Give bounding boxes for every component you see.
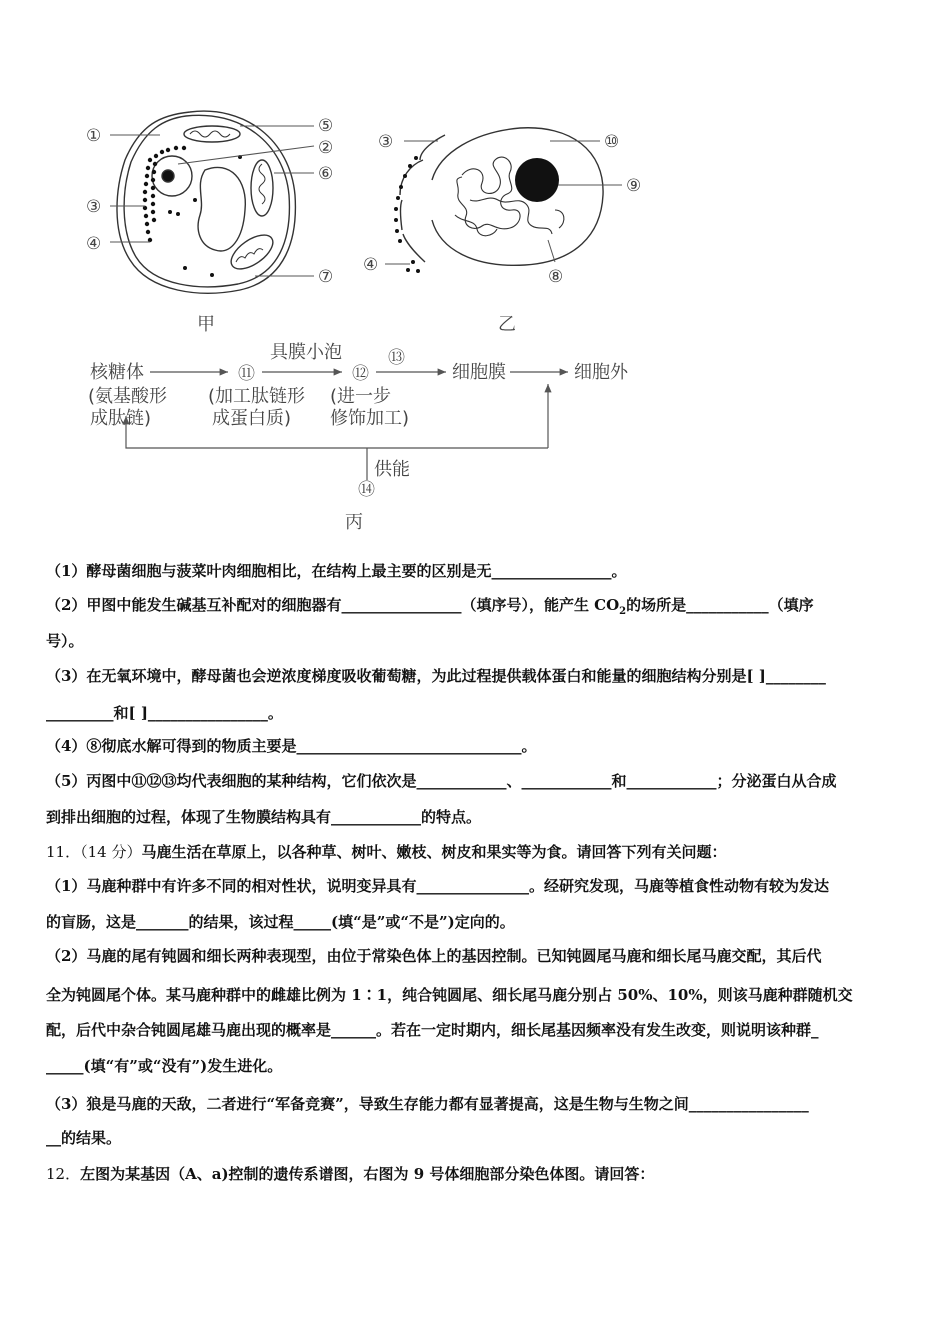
caption-bing: 丙 xyxy=(345,512,363,533)
question-10-5-cont: 到排出细胞的过程，体现了生物膜结构具有____________的特点。 xyxy=(46,808,482,826)
callout-c10: ⑩ xyxy=(604,132,620,152)
flow-ribosome: 核糖体 xyxy=(90,362,144,383)
callout-c3: ③ xyxy=(86,197,102,217)
flow-membrane: 细胞膜 xyxy=(452,362,506,383)
callout-c13: ⑬ xyxy=(388,348,405,368)
callout-c4: ④ xyxy=(363,255,379,275)
callout-c6: ⑥ xyxy=(318,164,334,184)
flow-ribosome-note-1: (氨基酸形 xyxy=(88,386,168,407)
question-10-2-cont: 号）。 xyxy=(46,632,84,650)
flow-node12-note-1: (进一步 xyxy=(330,386,392,407)
caption-yi: 乙 xyxy=(498,314,516,335)
callout-c8: ⑧ xyxy=(548,267,564,287)
flow-energy: 供能 xyxy=(374,459,410,480)
question-11-2-cont-2: 配，后代中杂合钝圆尾雄马鹿出现的概率是______。若在一定时期内，细长尾基因频率没有发生改变，则说明该种群_ xyxy=(46,1021,819,1039)
cell-yi-diagram xyxy=(400,128,603,266)
question-11-3: （3）狼是马鹿的天敌，二者进行“军备竞赛”，导致生存能力都有显著提高，这是生物与生物之间________________ xyxy=(46,1095,809,1113)
question-11-stem: 11．（14 分）马鹿生活在草原上，以各种草、树叶、嫩枝、树皮和果实等为食。请回答下列有关问题： xyxy=(46,843,727,861)
cell-jia-diagram xyxy=(117,111,295,293)
cell-figure xyxy=(0,0,950,545)
flow-diagram-bing xyxy=(88,342,629,533)
question-11-2: （2）马鹿的尾有钝圆和细长两种表现型，由位于常染色体上的基因控制。已知钝圆尾马鹿和细长尾马鹿交配，其后代 xyxy=(46,947,822,965)
callout-c5: ⑤ xyxy=(318,116,334,136)
callout-c1: ① xyxy=(86,126,102,146)
flow-ribosome-note-2: 成肽链) xyxy=(90,408,152,429)
question-11-2-cont-3: _____(填“有”或“没有”)发生进化。 xyxy=(46,1057,283,1075)
question-10-5: （5）丙图中⑪⑫⑬均代表细胞的某种结构，它们依次是____________、____________和____________；分泌蛋白从合成 xyxy=(46,772,837,790)
flow-vesicle: 具膜小泡 xyxy=(270,342,342,363)
question-10-3-cont: _________和[ ]________________。 xyxy=(46,704,283,722)
question-11-1: （1）马鹿种群中有许多不同的相对性状，说明变异具有_______________。经研究发现，马鹿等植食性动物有较为发达 xyxy=(46,877,829,895)
question-11-1-cont: 的盲肠，这是_______的结果，该过程_____(填“是”或“不是”)定向的。 xyxy=(46,913,515,931)
question-10-1: （1）酵母菌细胞与菠菜叶肉细胞相比，在结构上最主要的区别是无________________。 xyxy=(46,562,627,580)
flow-outside: 细胞外 xyxy=(574,362,628,383)
callout-c4: ④ xyxy=(86,234,102,254)
question-10-2: （2）甲图中能发生碱基互补配对的细胞器有________________（填序号），能产生 $CO_2$的场所是___________（填序 xyxy=(46,596,814,617)
caption-jia: 甲 xyxy=(197,314,215,335)
flow-node12-note-2: 修饰加工) xyxy=(330,408,410,429)
question-10-4: （4）⑧彻底水解可得到的物质主要是______________________________。 xyxy=(46,737,537,755)
rough-er-ribosomes xyxy=(143,146,242,277)
callout-c14: ⑭ xyxy=(358,480,375,500)
callout-c3: ③ xyxy=(378,132,394,152)
jia-leader-lines xyxy=(110,126,314,276)
question-11-3-cont: __的结果。 xyxy=(46,1129,122,1147)
flow-node11-note-2: 成蛋白质) xyxy=(212,408,292,429)
callout-c12: ⑫ xyxy=(352,364,369,384)
callout-c7: ⑦ xyxy=(318,267,334,287)
question-12-stem: 12．左图为某基因（A、a)控制的遗传系谱图，右图为 9 号体细胞部分染色体图。请回答： xyxy=(46,1165,655,1183)
question-10-3: （3）在无氧环境中，酵母菌也会逆浓度梯度吸收葡萄糖，为此过程提供载体蛋白和能量的细胞结构分别是[ ]________ xyxy=(46,667,826,685)
nucleolus xyxy=(515,158,559,202)
flow-node11-note-1: (加工肽链形 xyxy=(208,386,306,407)
question-11-2-cont-1: 全为钝圆尾个体。某马鹿种群中的雌雄比例为 1∶1，纯合钝圆尾、细长尾马鹿分别占 50%、10%，则该马鹿种群随机交 xyxy=(46,986,853,1004)
callout-c9: ⑨ xyxy=(626,176,642,196)
callout-c2: ② xyxy=(318,138,334,158)
callout-c11: ⑪ xyxy=(238,364,255,384)
